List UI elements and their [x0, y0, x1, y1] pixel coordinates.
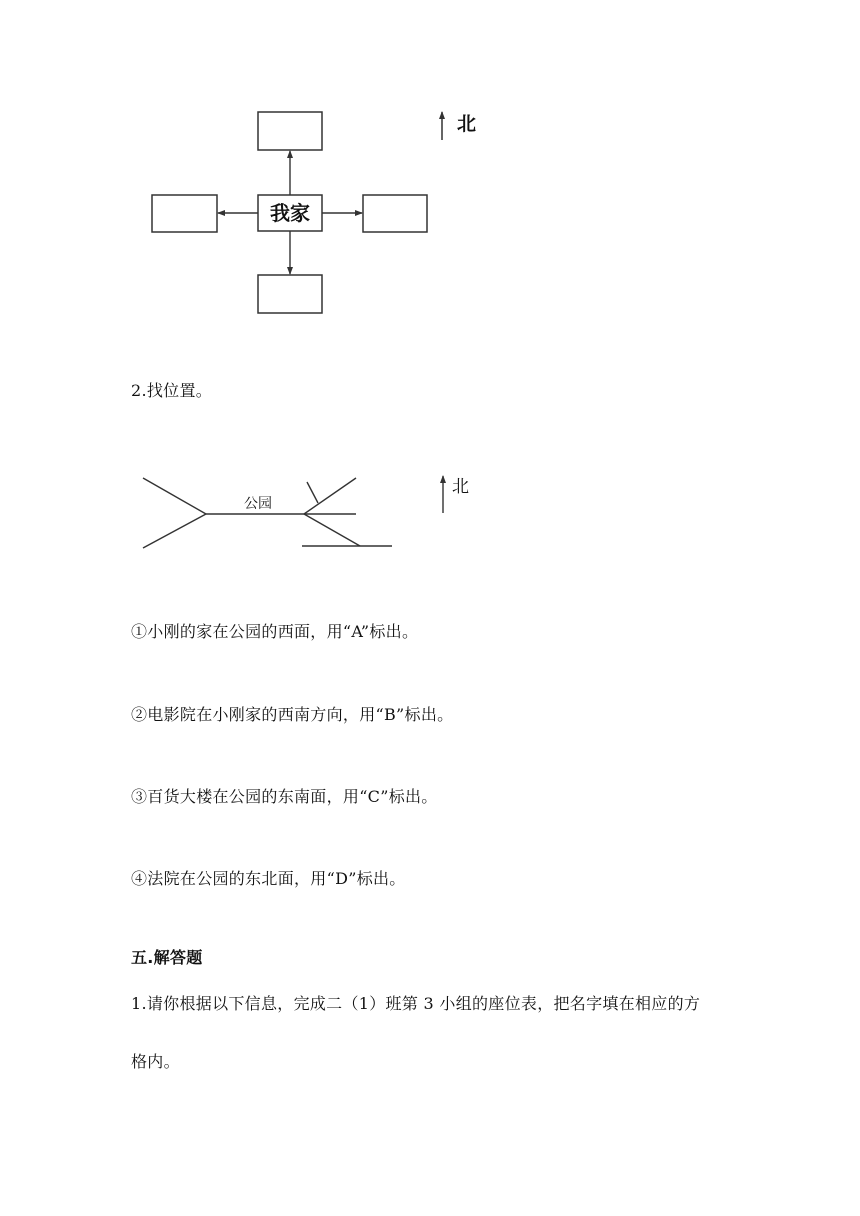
task-3: ③百货大楼在公园的东南面，用“C”标出。: [131, 787, 438, 806]
question-2-title: 2.找位置。: [131, 381, 213, 400]
road-right-upper: [304, 478, 356, 514]
question-1-line-2: 格内。: [131, 1052, 180, 1071]
road-left-lower: [143, 514, 206, 548]
park-label: 公园: [244, 496, 272, 512]
home-label: 我家: [270, 201, 310, 225]
south-blank-box[interactable]: [258, 275, 322, 313]
section-5-heading: 五.解答题: [131, 948, 203, 967]
road-right-lower: [304, 514, 360, 546]
road-left-upper: [143, 478, 206, 514]
task-4: ④法院在公园的东北面，用“D”标出。: [131, 869, 406, 888]
task-1: ①小刚的家在公园的西面，用“A”标出。: [131, 622, 419, 641]
west-blank-box[interactable]: [152, 195, 217, 232]
home-direction-diagram: [0, 0, 860, 340]
task-2: ②电影院在小刚家的西南方向，用“B”标出。: [131, 705, 454, 724]
east-blank-box[interactable]: [363, 195, 427, 232]
road-right-branch: [307, 482, 318, 503]
question-1-line-1: 1.请你根据以下信息，完成二（1）班第 3 小组的座位表，把名字填在相应的方: [131, 994, 701, 1013]
north-blank-box[interactable]: [258, 112, 322, 150]
north-label-1: 北: [457, 113, 477, 135]
park-road-diagram: [0, 440, 860, 570]
north-label-2: 北: [452, 477, 469, 497]
